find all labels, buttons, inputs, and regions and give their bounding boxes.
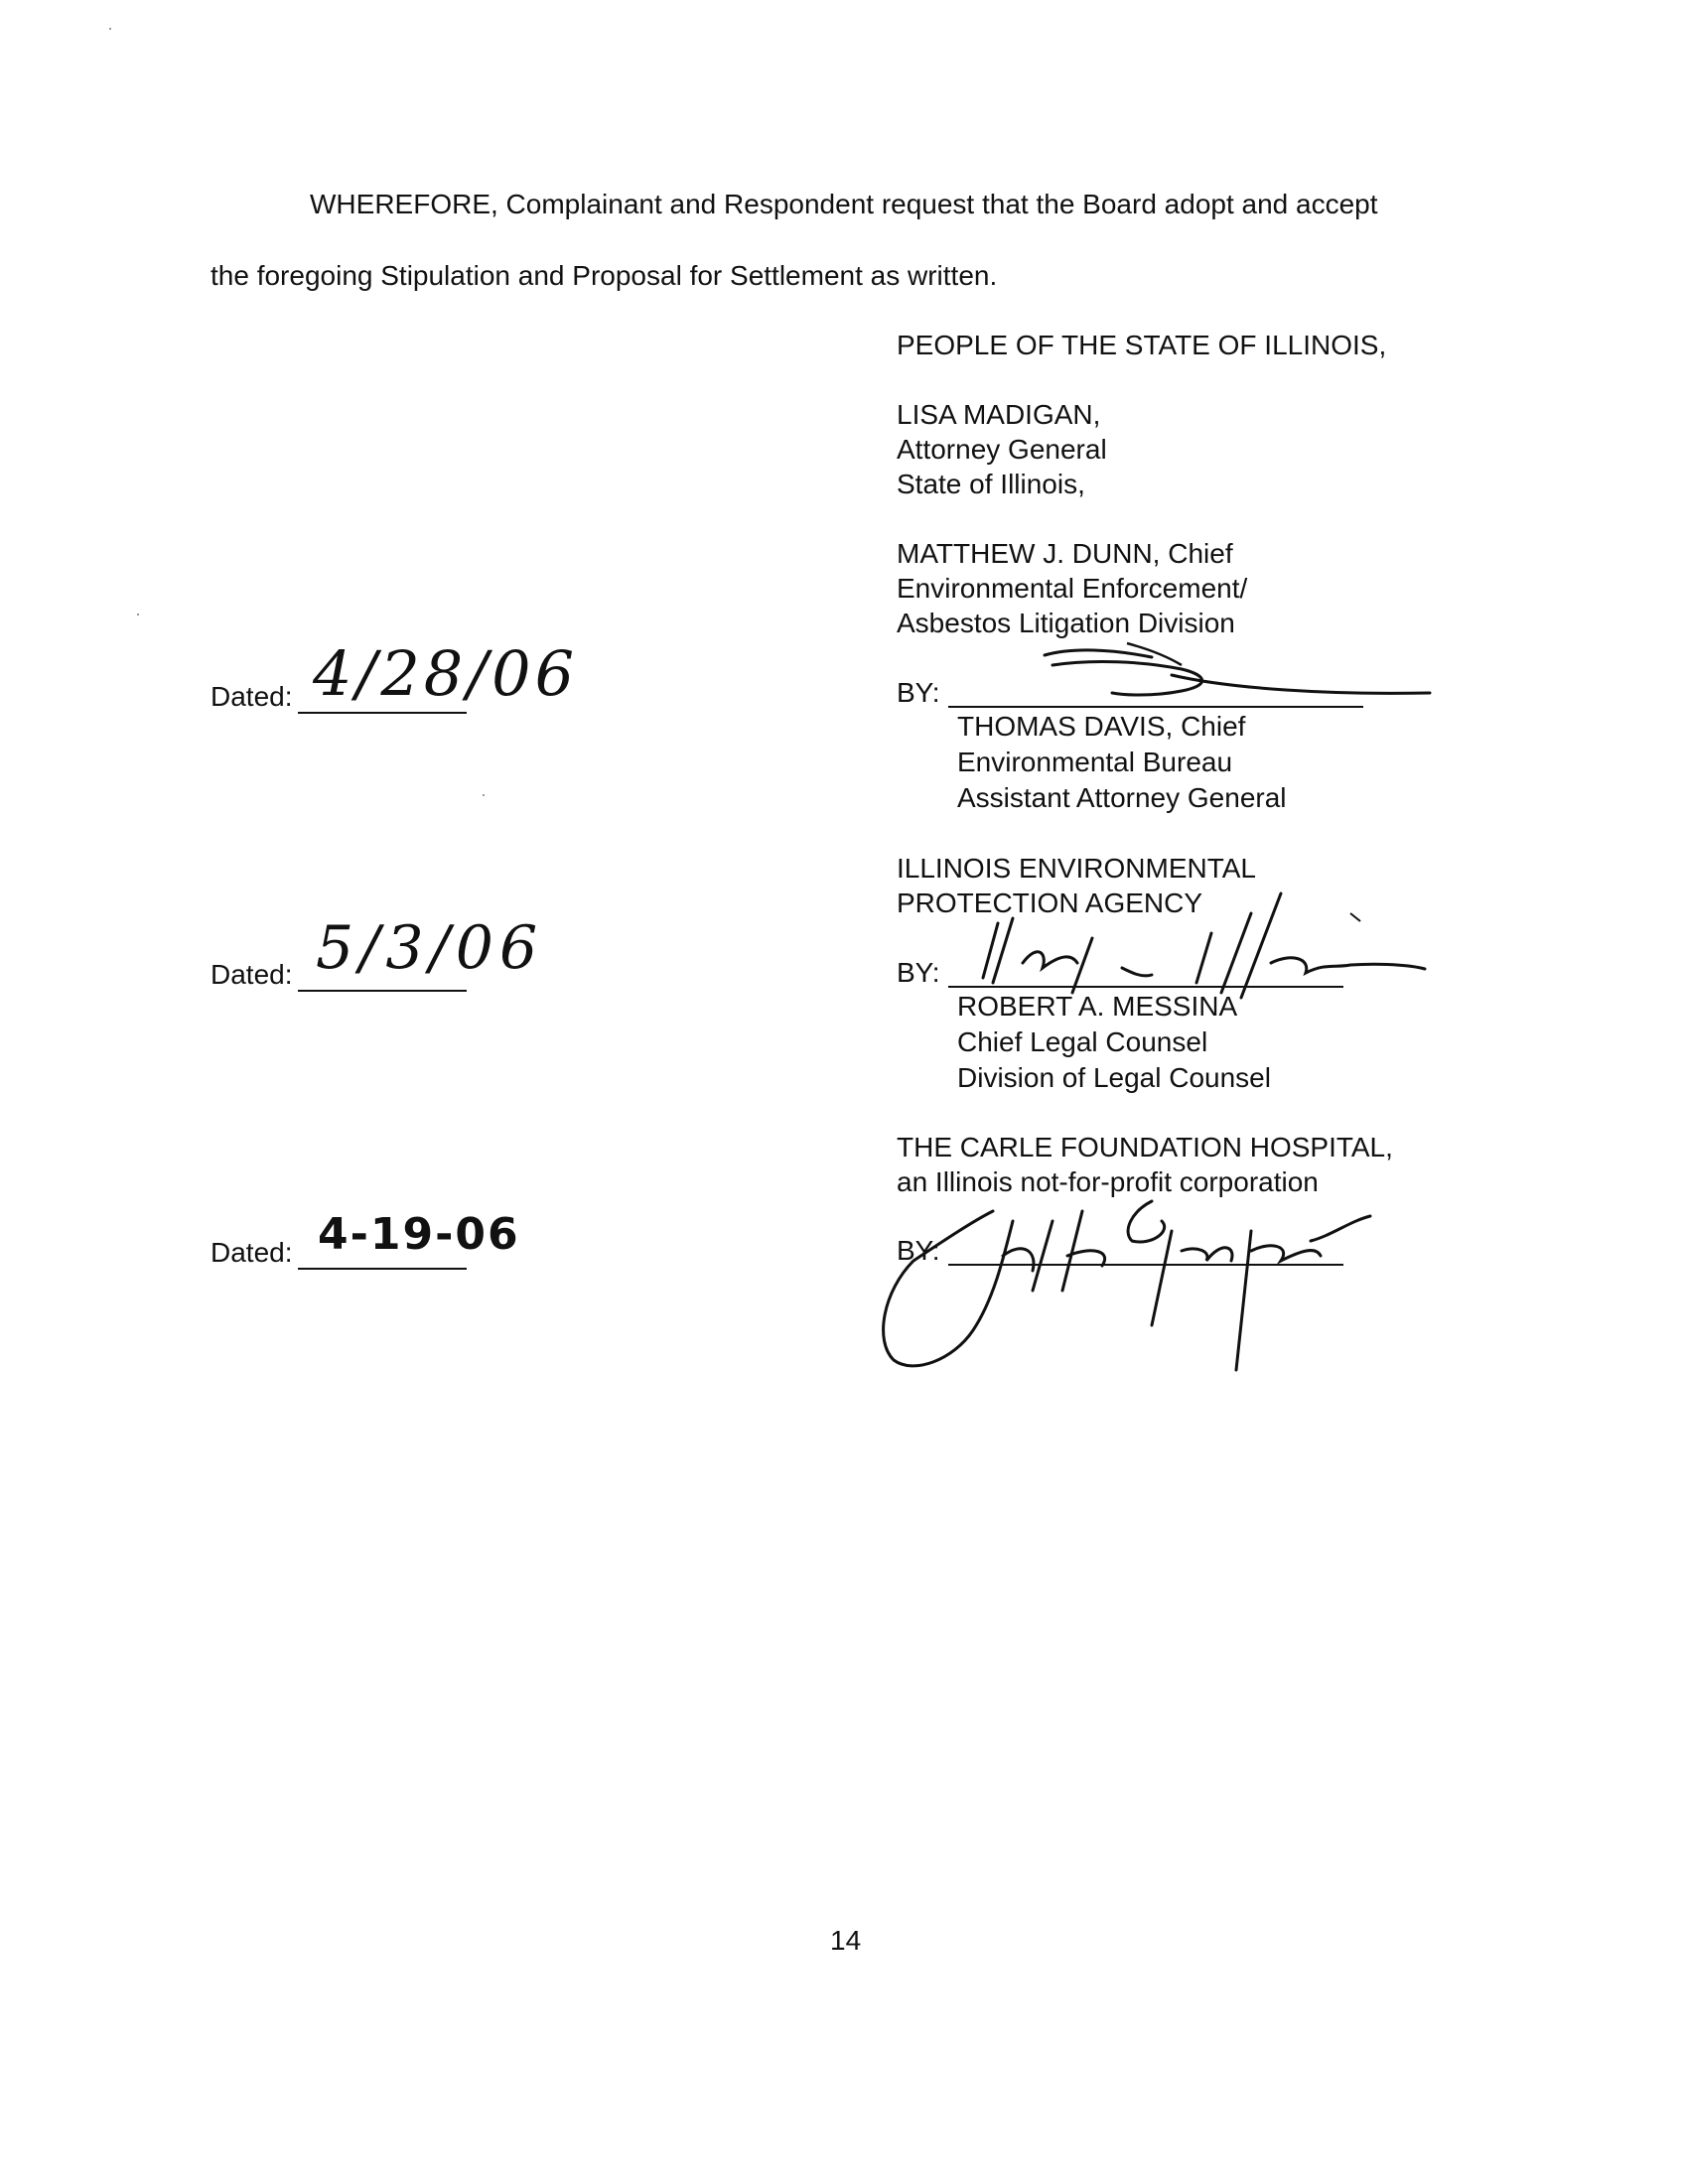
signer-title-people: Assistant Attorney General (957, 782, 1287, 813)
by-label-people: BY: (897, 677, 940, 708)
dated-value-iepa: 5/3/06 (316, 913, 544, 983)
body-line-2: the foregoing Stipulation and Proposal for Settlement as written. (210, 260, 998, 291)
scan-speck (483, 794, 485, 796)
signer-name-people: THOMAS DAVIS, Chief (957, 711, 1246, 742)
dated-label-carle: Dated: (210, 1237, 293, 1268)
chief-division-1: Environmental Enforcement/ (897, 573, 1248, 604)
ag-state: State of Illinois, (897, 469, 1085, 499)
by-label-carle: BY: (897, 1235, 940, 1266)
signer-bureau-people: Environmental Bureau (957, 747, 1233, 777)
ag-name: LISA MADIGAN, (897, 399, 1101, 430)
by-label-iepa: BY: (897, 957, 940, 988)
people-heading: PEOPLE OF THE STATE OF ILLINOIS, (897, 330, 1387, 360)
carle-name: THE CARLE FOUNDATION HOSPITAL, (897, 1132, 1393, 1162)
chief-name: MATTHEW J. DUNN, Chief (897, 538, 1233, 569)
body-line-1: WHEREFORE, Complainant and Respondent request that the Board adopt and accept (310, 189, 1378, 219)
iepa-name-2: PROTECTION AGENCY (897, 887, 1203, 918)
iepa-name-1: ILLINOIS ENVIRONMENTAL (897, 853, 1257, 884)
signature-line-people (948, 706, 1363, 708)
dated-value-carle: 4-19-06 (318, 1209, 520, 1260)
scan-speck (109, 28, 111, 30)
signer-title-iepa: Chief Legal Counsel (957, 1026, 1208, 1057)
dated-value-people: 4/28/06 (313, 637, 579, 710)
carle-description: an Illinois not-for-profit corporation (897, 1166, 1319, 1197)
signer-division-iepa: Division of Legal Counsel (957, 1062, 1271, 1093)
signer-name-iepa: ROBERT A. MESSINA (957, 991, 1238, 1022)
ag-title: Attorney General (897, 434, 1107, 465)
page-number: 14 (830, 1925, 862, 1956)
dated-label-iepa: Dated: (210, 959, 293, 990)
scan-speck (137, 614, 139, 615)
signature-carle (854, 1161, 1390, 1390)
signature-thomas-davis (1033, 635, 1440, 705)
chief-division-2: Asbestos Litigation Division (897, 608, 1235, 638)
dated-line-people (298, 712, 467, 714)
dated-line-iepa (298, 990, 467, 992)
dated-line-carle (298, 1268, 467, 1270)
dated-label-people: Dated: (210, 681, 293, 712)
